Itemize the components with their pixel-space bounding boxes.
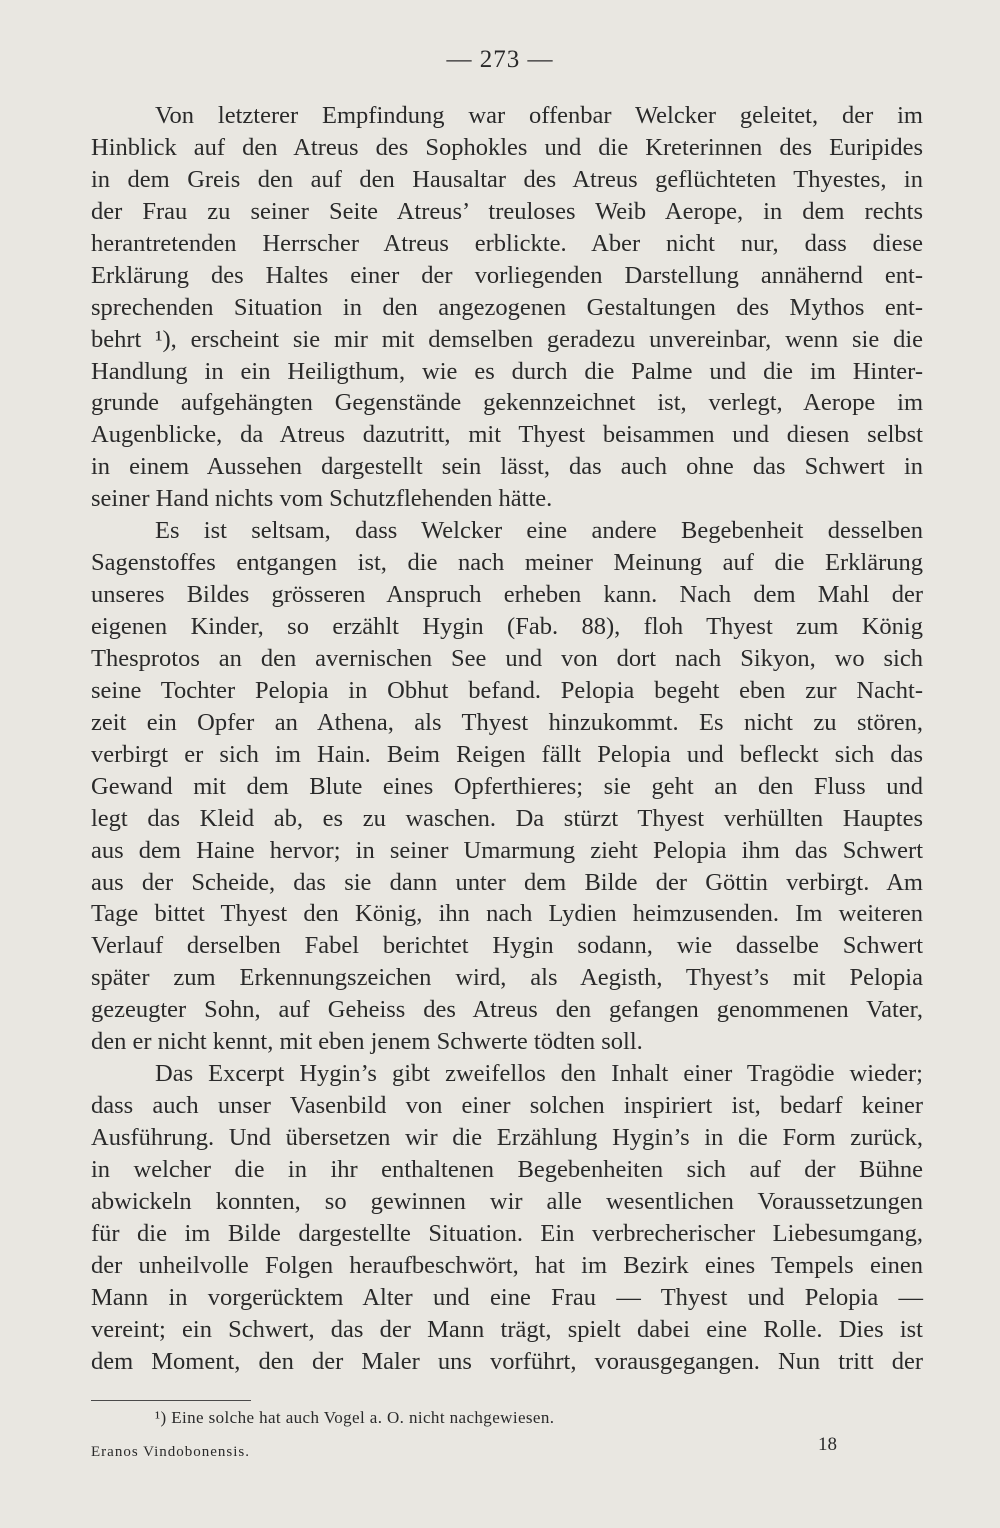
text-line: abwickeln konnten, so gewinnen wir alle wesentlichen Voraussetzungen: [91, 1187, 923, 1215]
text-line: Es ist seltsam, dass Welcker eine andere Begebenheit desselben: [155, 517, 923, 545]
text-line: der Frau zu seiner Seite Atreus’ treuloses Weib Aerope, in dem rechts: [91, 197, 923, 225]
text-line: für die im Bilde dargestellte Situation. Ein verbrecherischer Liebesumgang,: [91, 1219, 923, 1247]
text-line: Handlung in ein Heiligthum, wie es durch die Palme und die im Hinter-: [91, 357, 923, 385]
text-line: Thesprotos an den avernischen See und von dort nach Sikyon, wo sich: [91, 644, 923, 672]
text-line: Das Excerpt Hygin’s gibt zweifellos den Inhalt einer Tragödie wieder;: [155, 1060, 923, 1088]
footnote-divider: [91, 1400, 251, 1401]
text-line: zeit ein Opfer an Athena, als Thyest hinzukommt. Es nicht zu stören,: [91, 708, 923, 736]
text-line: später zum Erkennungszeichen wird, als Aegisth, Thyest’s mit Pelopia: [91, 964, 923, 992]
text-line: in einem Aussehen dargestellt sein lässt, das auch ohne das Schwert in: [91, 453, 923, 481]
text-line: Von letzterer Empfindung war offenbar Welcker geleitet, der im: [155, 102, 923, 129]
text-line: der unheilvolle Folgen heraufbeschwört, hat im Bezirk eines Tempels einen: [91, 1251, 923, 1279]
text-line: eigenen Kinder, so erzählt Hygin (Fab. 88), floh Thyest zum König: [91, 613, 923, 640]
text-line: aus dem Haine hervor; in seiner Umarmung zieht Pelopia ihm das Schwert: [91, 836, 923, 864]
text-line: Hinblick auf den Atreus des Sophokles und die Kreterinnen des Euripides: [91, 133, 923, 161]
text-line: dass auch unser Vasenbild von einer solchen inspiriert ist, bedarf keiner: [91, 1092, 923, 1120]
text-line: in dem Greis den auf den Hausaltar des Atreus geflüchteten Thyestes, in: [91, 165, 923, 193]
text-line: Verlauf derselben Fabel berichtet Hygin sodann, wie dasselbe Schwert: [91, 932, 923, 960]
footnote: ¹) Eine solche hat auch Vogel a. O. nicht nachgewiesen.: [155, 1408, 555, 1427]
text-line: Gewand mit dem Blute eines Opferthieres; sie geht an den Fluss und: [91, 772, 923, 800]
body-text: [91, 100, 923, 1378]
text-line: behrt ¹), erscheint sie mir mit demselben geradezu unvereinbar, wenn sie die: [91, 325, 923, 353]
text-line: verbirgt er sich im Hain. Beim Reigen fällt Pelopia und befleckt sich das: [91, 740, 923, 768]
text-line: seiner Hand nichts vom Schutzflehenden hätte.: [91, 485, 553, 513]
text-line: dem Moment, den der Maler uns vorführt, vorausgegangen. Nun tritt der: [91, 1347, 923, 1375]
text-line: Sagenstoffes entgangen ist, die nach meiner Meinung auf die Erklärung: [91, 549, 923, 577]
text-line: seine Tochter Pelopia in Obhut befand. Pelopia begeht eben zur Nacht-: [91, 676, 923, 704]
text-line: in welcher die in ihr enthaltenen Begebenheiten sich auf der Bühne: [91, 1155, 923, 1183]
printer-signature: Eranos Vindobonensis.: [91, 1444, 250, 1460]
text-line: den er nicht kennt, mit eben jenem Schwerte tödten soll.: [91, 1028, 643, 1056]
text-line: Tage bittet Thyest den König, ihn nach Lydien heimzusenden. Im weiteren: [91, 900, 923, 928]
text-line: Augenblicke, da Atreus dazutritt, mit Thyest beisammen und diesen selbst: [91, 421, 923, 449]
page-number: — 273 —: [446, 46, 554, 73]
text-line: gezeugter Sohn, auf Geheiss des Atreus den gefangen genommenen Vater,: [91, 996, 923, 1024]
text-line: legt das Kleid ab, es zu waschen. Da stürzt Thyest verhüllten Hauptes: [91, 804, 923, 832]
text-line: grunde aufgehängten Gegenstände gekennzeichnet ist, verlegt, Aerope im: [91, 389, 923, 417]
text-line: unseres Bildes grösseren Anspruch erheben kann. Nach dem Mahl der: [91, 581, 923, 609]
text-line: Ausführung. Und übersetzen wir die Erzählung Hygin’s in die Form zurück,: [91, 1124, 923, 1151]
text-line: vereint; ein Schwert, das der Mann trägt, spielt dabei eine Rolle. Dies ist: [91, 1315, 923, 1343]
text-line: herantretenden Herrscher Atreus erblickte. Aber nicht nur, dass diese: [91, 229, 923, 257]
text-line: aus der Scheide, das sie dann unter dem Bilde der Göttin verbirgt. Am: [91, 868, 923, 896]
sheet-number: 18: [818, 1434, 837, 1455]
text-line: Mann in vorgerücktem Alter und eine Frau — Thyest und Pelopia —: [91, 1283, 923, 1311]
text-line: sprechenden Situation in den angezogenen Gestaltungen des Mythos ent-: [91, 293, 923, 321]
text-line: Erklärung des Haltes einer der vorliegenden Darstellung annähernd ent-: [91, 261, 923, 289]
